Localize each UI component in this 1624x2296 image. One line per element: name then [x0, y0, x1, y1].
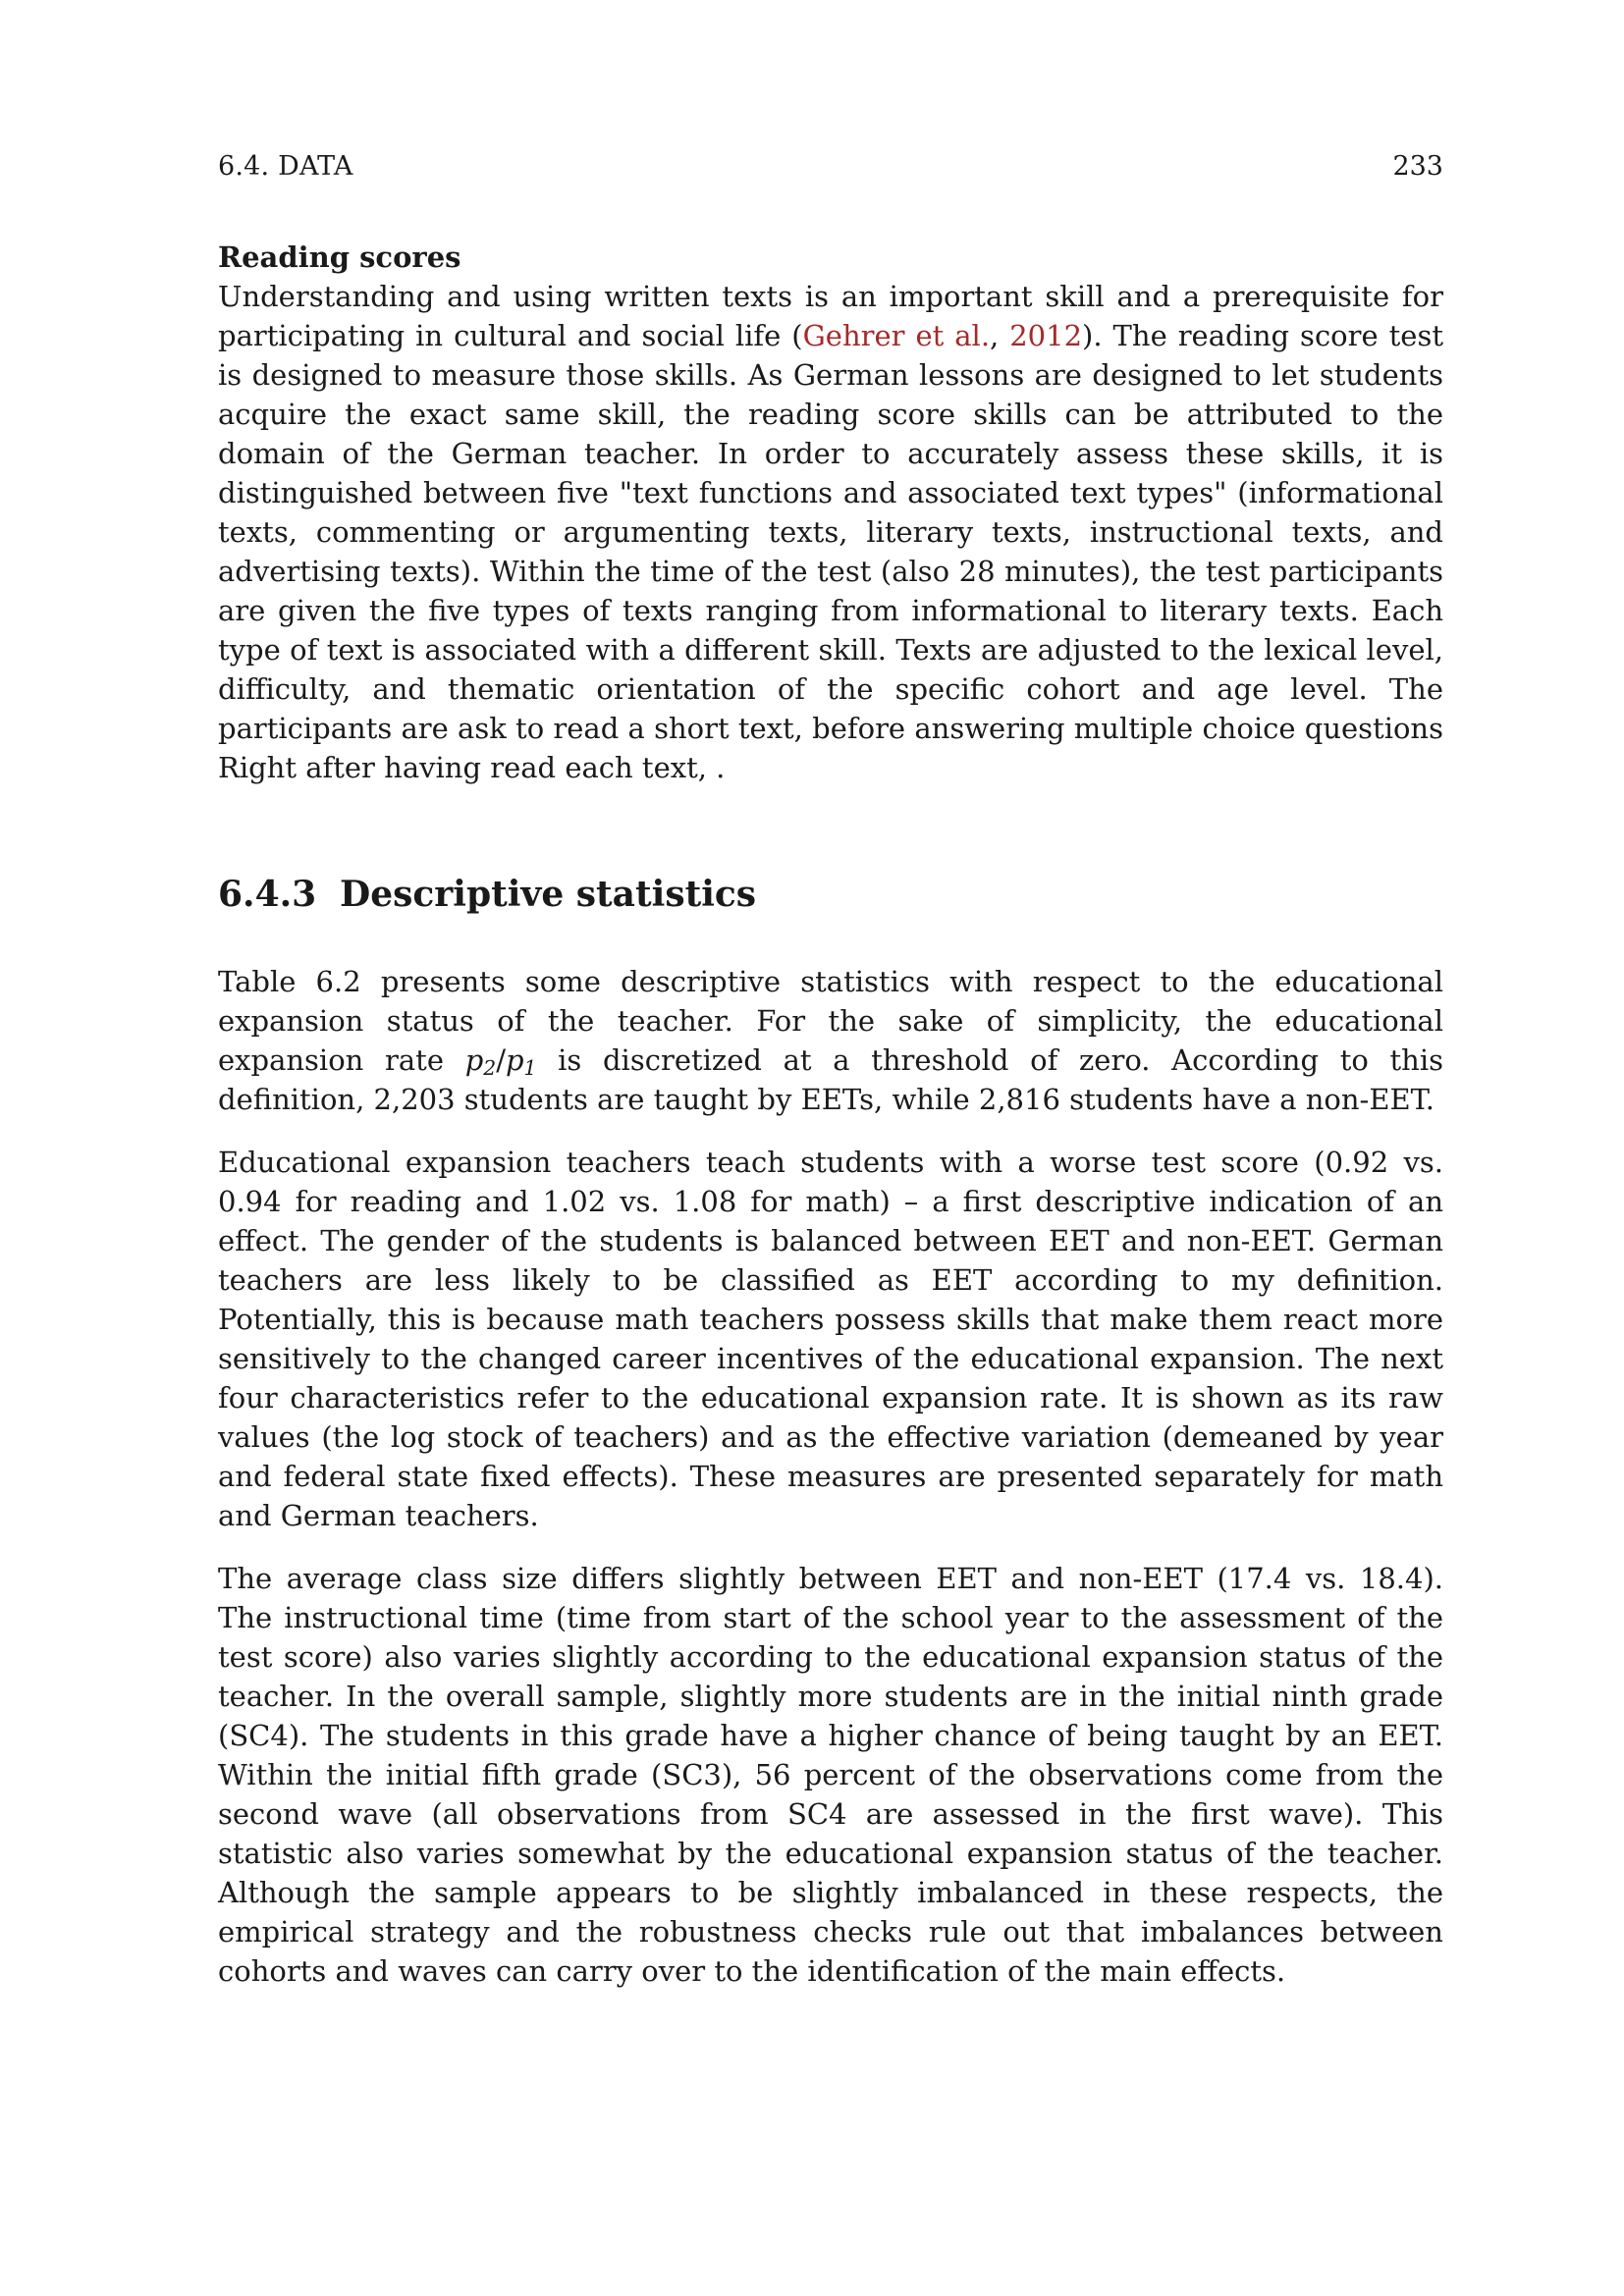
formula-numerator: p [464, 1043, 484, 1077]
section-title: Descriptive statistics [340, 874, 757, 915]
formula-slash: / [496, 1043, 506, 1077]
section-number: 6.4.3 [218, 874, 317, 915]
reading-scores-paragraph [218, 238, 1443, 787]
descriptive-paragraph-2: Educational expansion teachers teach students with a worse test score (0.92 vs. 0.94 for reading and 1.02 vs. 1.08 for math) – a first descriptive indication of an effect. The gender of the students is balanced between EET and non-EET. German teachers are less likely to be classified as EET according to my definition. Potentially, this is because math teachers possess skills that make them react more sensitively to the changed career incentives of the educational expansion. The next four characteristics refer to the educational expansion rate. It is shown as its raw values (the log stock of teachers) and as the effective variation (demeaned by year and federal state fixed effects). These measures are presented separately for math and German teachers. [218, 1146, 1443, 1532]
page [218, 147, 1443, 1991]
citation-link-year[interactable]: 2012 [1009, 319, 1083, 352]
citation-separator: , [990, 319, 1010, 352]
p1-text-after-math: is discretized at a threshold of zero. According to this definition, 2,203 students are taught by EETs, while 2,816 students have a non-EET. [218, 1043, 1443, 1116]
running-header-section: 6.4. DATA [218, 151, 353, 182]
reading-text-part-1: Understanding and using written texts is an important skill and a prerequisite for participating in cultural and social life ( [218, 280, 1443, 352]
reading-scores-title: Reading scores [218, 240, 461, 274]
citation-link-author[interactable]: Gehrer et al. [802, 319, 991, 352]
formula-denominator-subscript: 1 [523, 1056, 537, 1081]
descriptive-paragraph-1 [218, 962, 1443, 1119]
descriptive-paragraph-3: The average class size differs slightly between EET and non-EET (17.4 vs. 18.4). The instructional time (time from start of the school year to the assessment of the test score) also varies slightly according to the educational expansion status of the teacher. In the overall sample, slightly more students are in the initial ninth grade (SC4). The students in this grade have a higher chance of being taught by an EET. Within the initial fifth grade (SC3), 56 percent of the observations come from the second wave (all observations from SC4 are assessed in the first wave). This statistic also varies somewhat by the educational expansion status of the teacher. Although the sample appears to be slightly imbalanced in these respects, the empirical strategy and the robustness checks rule out that imbalances between cohorts and waves can carry over to the identification of the main effects. [218, 1562, 1443, 1988]
formula-numerator-subscript: 2 [483, 1056, 497, 1081]
reading-text-part-2: ). The reading score test is designed to measure those skills. As German lessons are designed to let students acquire the exact same skill, the reading score skills can be attributed to the domain of the German teacher. In order to accurately assess these skills, it is distinguished between five "text functions and associated text types" (informational texts, commenting or argumenting texts, literary texts, instructional texts, and advertising texts). Within the time of the test (also 28 minutes), the test participants are given the five types of texts ranging from informational to literary texts. Each type of text is associated with a different skill. Texts are adjusted to the lexical level, difficulty, and thematic orientation of the specific cohort and age level. The participants are ask to read a short text, before answering multiple choice questions Right after having read each text, . [218, 319, 1443, 784]
section-heading [218, 872, 1443, 917]
expansion-rate-formula [464, 1043, 537, 1081]
page-number: 233 [1392, 151, 1443, 182]
formula-denominator: p [505, 1043, 524, 1077]
p1-text-before-math: Table 6.2 presents some descriptive statistics with respect to the educational expansion status of the teacher. For the sake of simplicity, the educational expansion rate [218, 965, 1443, 1077]
running-header [218, 147, 1443, 187]
